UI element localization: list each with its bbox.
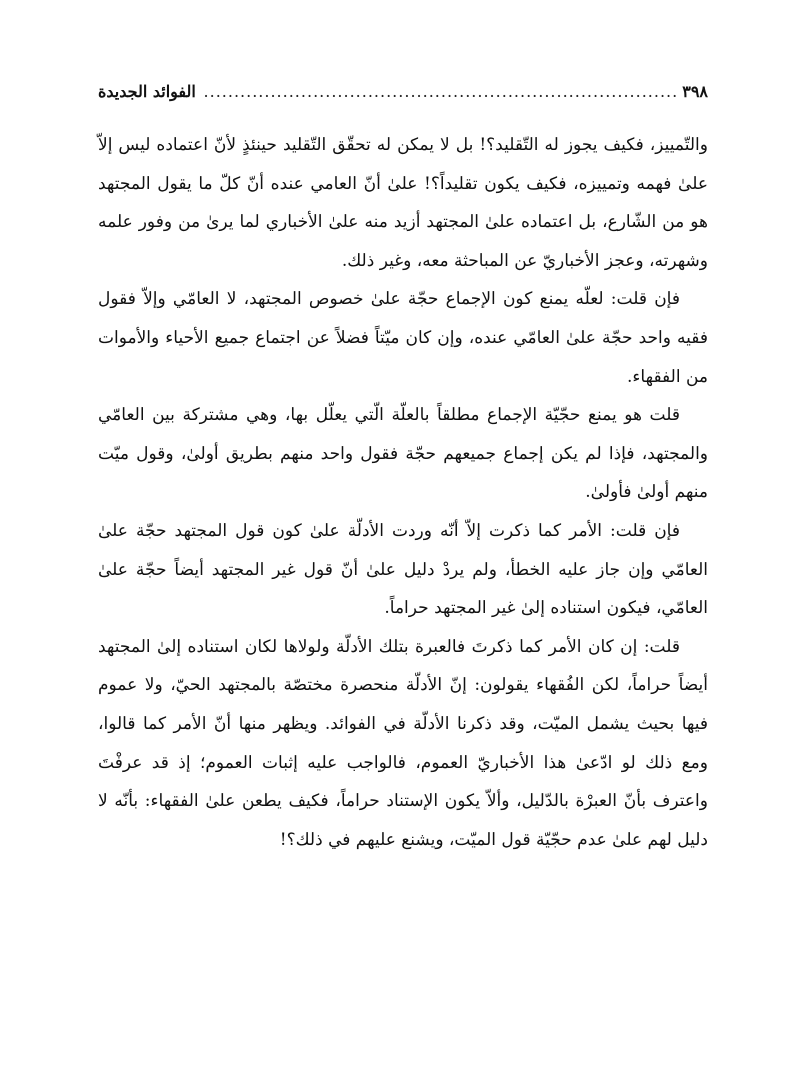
running-header [98, 82, 708, 112]
paragraph: والتّمييز، فكيف يجوز له التّقليد؟! بل لا يمكن له تحقّق التّقليد حينئذٍ لأنّ اعتماده ليس إلاّ علىٰ فهمه وتمييزه، فكيف يكون تقليداً؟! علىٰ أنّ العامي عنده أنّ كلّ ما يقول المجتهد هو من الشّارع، بل اعتماده علىٰ المجتهد أزيد منه علىٰ الأخباري لما يرىٰ من وفور علمه وشهرته، وعجز الأخباريّ عن المباحثة معه، وغير ذلك. [98, 135, 708, 271]
main-text [98, 126, 708, 859]
paragraph: فإن قلت: الأمر كما ذكرت إلاّ أنّه وردت الأدلّة علىٰ كون قول المجتهد حجّة علىٰ العامّي وإن جاز عليه الخطأ، ولم يردْ دليل علىٰ أنّ قول غير المجتهد أيضاً حجّة علىٰ العامّي، فيكون استناده إلىٰ غير المجتهد حراماً. [98, 520, 709, 619]
paragraph: فإن قلت: لعلّه يمنع كون الإجماع حجّة علىٰ خصوص المجتهد، لا العامّي وإلاّ فقول فقيه واحد حجّة علىٰ العامّي عنده، وإن كان ميّتاً فضلاً عن اجتماع جميع الأحياء والأموات من الفقهاء. [98, 289, 708, 387]
paragraph: قلت: إن كان الأمر كما ذكرتَ فالعبرة بتلك الأدلّة ولولاها لكان استناده إلىٰ المجتهد أيضاً حراماً، لكن الفُقهاء يقولون: إنّ الأدلّة منحصرة مختصّة بالمجتهد الحيّ، ولا عموم فيها بحيث يشمل الميّت، وقد ذكرنا الأدلّة في الفوائد. ويظهر منها أنّ الأمر كما قالوا، ومع ذلك لو ادّعىٰ هذا الأخباريّ العموم، فالواجب عليه إثبات العموم؛ إذ قد عرفْتَ واعترف بأنّ العبرْة بالدّليل، وألاّ يكون الإستناد حراماً، فكيف يطعن علىٰ الفقهاء: بأنّه لا دليل لهم علىٰ عدم حجّيّة قول الميّت، ويشنع عليهم في ذلك؟! [98, 636, 708, 850]
book-page [98, 82, 708, 859]
page-number: ٣٩٨ [682, 82, 708, 101]
leader-dots: .............................................................................. [203, 82, 679, 101]
paragraph: قلت هو يمنع حجّيّة الإجماع مطلقاً بالعلّة الّتي يعلّل بها، وهي مشتركة بين العامّي والمجتهد، فإذا لم يكن إجماع جميعهم حجّة فقول واحد منهم بطريق أولىٰ، وقول ميّت منهم أولىٰ فأولىٰ. [98, 405, 708, 503]
book-title: الفوائد الجديدة [98, 82, 196, 101]
